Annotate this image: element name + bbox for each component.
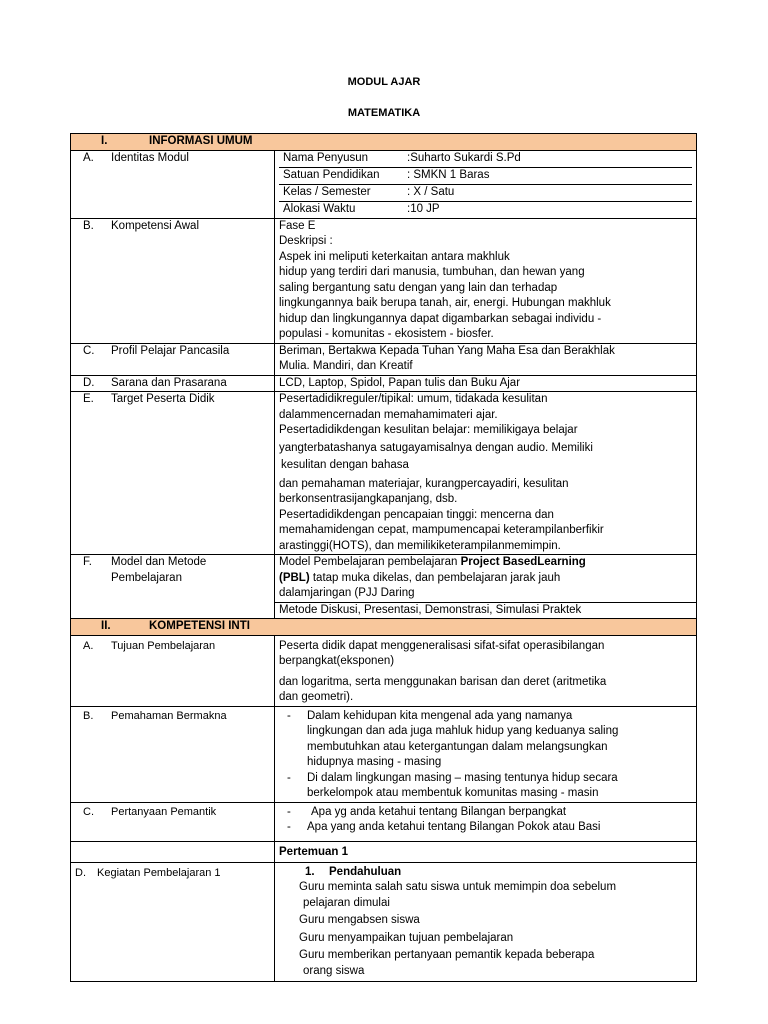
section-header-informasi-umum: [71, 134, 697, 151]
text-line: Pesertadidikreguler/tipikal: umum, tidakada kesulitan: [279, 393, 548, 405]
module-table: [70, 133, 697, 982]
row-number: F.: [83, 556, 92, 568]
field-value: :Suharto Sukardi S.Pd: [407, 151, 521, 164]
row-number: B.: [83, 219, 94, 232]
row-pertemuan: [71, 841, 697, 862]
list-item: - Di dalam lingkungan masing – masing tentunya hidup secara berkelompok atau membentuk komunitas masing - masin: [287, 771, 618, 799]
list-item: - Apa yang anda ketahui tentang Bilangan Pokok atau Basi: [287, 821, 601, 833]
text-line: memahamidengan cepat, mampumencapai keterampilanberfikir: [279, 524, 604, 536]
section-header-kompetensi-inti: [71, 619, 697, 636]
text-line: hidup dan lingkungannya dapat digambarkan sebagai individu -: [279, 312, 602, 325]
text-line: dan geometri).: [279, 691, 354, 703]
row-label: Kegiatan Pembelajaran 1: [97, 866, 221, 879]
text-line: dalamjaringan (PJJ Daring: [279, 587, 415, 599]
text-line: pelajaran dimulai: [303, 896, 390, 909]
row-label: Sarana dan Prasarana: [111, 376, 227, 389]
row-target-peserta: [71, 392, 697, 555]
row-number: A.: [83, 151, 94, 164]
text-line: populasi - komunitas - ekosistem - biosfer.: [279, 328, 494, 340]
row-tujuan: [71, 635, 697, 706]
text-line: dan logaritma, serta menggunakan barisan dan deret (aritmetika: [279, 675, 607, 688]
row-number: E.: [83, 393, 94, 405]
text-line: (PBL) tatap muka dikelas, dan pembelajaran jarak jauh: [279, 571, 561, 584]
field-value: : SMKN 1 Baras: [407, 168, 490, 181]
text-line: Aspek ini meliputi keterkaitan antara makhluk: [279, 250, 510, 263]
row-number: C.: [83, 344, 95, 357]
row-identitas-modul: [71, 150, 697, 218]
field-key: Satuan Pendidikan: [283, 168, 380, 181]
row-pertanyaan: [71, 802, 697, 841]
row-sarana: [71, 375, 697, 392]
text-line: berpangkat(eksponen): [279, 655, 395, 667]
identitas-table: [279, 151, 692, 218]
field-key: Nama Penyusun: [283, 151, 369, 164]
section-label: INFORMASI UMUM: [149, 135, 253, 147]
doc-title: MODUL AJAR: [347, 76, 421, 88]
row-label: Kompetensi Awal: [111, 219, 200, 232]
text-line: Deskripsi :: [279, 235, 333, 247]
text-line: saling bergantung satu dengan yang lain dan terhadap: [279, 281, 558, 294]
row-label: Target Peserta Didik: [111, 393, 215, 405]
row-number: D.: [83, 376, 95, 389]
row-model-metode: [71, 555, 697, 603]
field-value: : X / Satu: [407, 185, 455, 198]
text-line: Guru meminta salah satu siswa untuk memimpin doa sebelum: [299, 881, 617, 893]
text-line: lingkungannya baik berupa tanah, air, energi. Hubungan makhluk: [279, 297, 611, 309]
row-number: C.: [83, 805, 94, 818]
text-line: dalammencernadan memahamimateri ajar.: [279, 408, 498, 421]
section-number: II.: [101, 620, 111, 632]
text-line: Guru memberikan pertanyaan pemantik kepada beberapa: [299, 949, 595, 961]
pertemuan-label: Pertemuan 1: [275, 841, 697, 862]
row-label: Identitas Modul: [111, 151, 189, 164]
text-line: dan pemahaman materiajar, kurangpercayadiri, kesulitan: [279, 477, 569, 490]
text-line: Mulia. Mandiri, dan Kreatif: [279, 360, 413, 372]
list-item: - Apa yg anda ketahui tentang Bilangan berpangkat: [287, 805, 567, 818]
text-line: kesulitan dengan bahasa: [281, 459, 409, 471]
row-kompetensi-awal: [71, 218, 697, 343]
row-label: Pembelajaran: [111, 571, 182, 584]
row-number: A.: [83, 639, 94, 652]
row-number: B.: [83, 709, 94, 722]
field-key: Kelas / Semester: [283, 185, 371, 198]
section-label: KOMPETENSI INTI: [149, 620, 250, 632]
row-number: D.: [75, 866, 86, 879]
text-line: Model Pembelajaran pembelajaran Project BasedLearning: [279, 556, 586, 568]
text-line: LCD, Laptop, Spidol, Papan tulis dan Buku Ajar: [279, 376, 521, 389]
row-kegiatan: [71, 862, 697, 982]
row-label: Tujuan Pembelajaran: [111, 639, 216, 652]
row-pemahaman: [71, 706, 697, 802]
text-line: Metode Diskusi, Presentasi, Demonstrasi, Simulasi Praktek: [279, 603, 582, 616]
list-item: - Dalam kehidupan kita mengenal ada yang namanya lingkungan dan ada juga mahluk hidup yang keduanya saling membutuhkan atau ketergantungan dalam melangsungkan hidupnya masing - masing: [287, 709, 619, 768]
text-line: hidup yang terdiri dari manusia, tumbuhan, dan hewan yang: [279, 266, 585, 278]
section-number: I.: [101, 135, 108, 147]
text-line: Pesertadidikdengan pencapaian tinggi: mencerna dan: [279, 508, 554, 521]
row-label: Model dan Metode: [111, 556, 207, 568]
text-line: Guru mengabsen siswa: [299, 914, 420, 926]
text-line: yangterbatashanya satugayamisalnya dengan audio. Memiliki: [279, 441, 593, 454]
text-line: Beriman, Bertakwa Kepada Tuhan Yang Maha Esa dan Berakhlak: [279, 344, 615, 357]
subsection-title: 1. Pendahuluan: [305, 865, 402, 878]
text-line: berkonsentrasijangkapanjang, dsb.: [279, 493, 458, 505]
text-line: Fase E: [279, 219, 316, 232]
row-label: Profil Pelajar Pancasila: [111, 344, 230, 357]
text-line: orang siswa: [303, 964, 365, 977]
doc-subtitle: MATEMATIKA: [347, 107, 421, 119]
text-line: Peserta didik dapat menggeneralisasi sifat-sifat operasibilangan: [279, 639, 605, 652]
field-key: Alokasi Waktu: [283, 202, 356, 215]
text-line: arastinggi(HOTS), dan memilikiketerampilanmemimpin.: [279, 539, 561, 552]
field-value: :10 JP: [407, 202, 440, 215]
row-label: Pemahaman Bermakna: [111, 709, 227, 722]
text-line: Pesertadidikdengan kesulitan belajar: memilikigaya belajar: [279, 424, 578, 436]
row-label: Pertanyaan Pemantik: [111, 805, 217, 818]
row-profil-pelajar: [71, 343, 697, 375]
text-line: Guru menyampaikan tujuan pembelajaran: [299, 931, 514, 944]
